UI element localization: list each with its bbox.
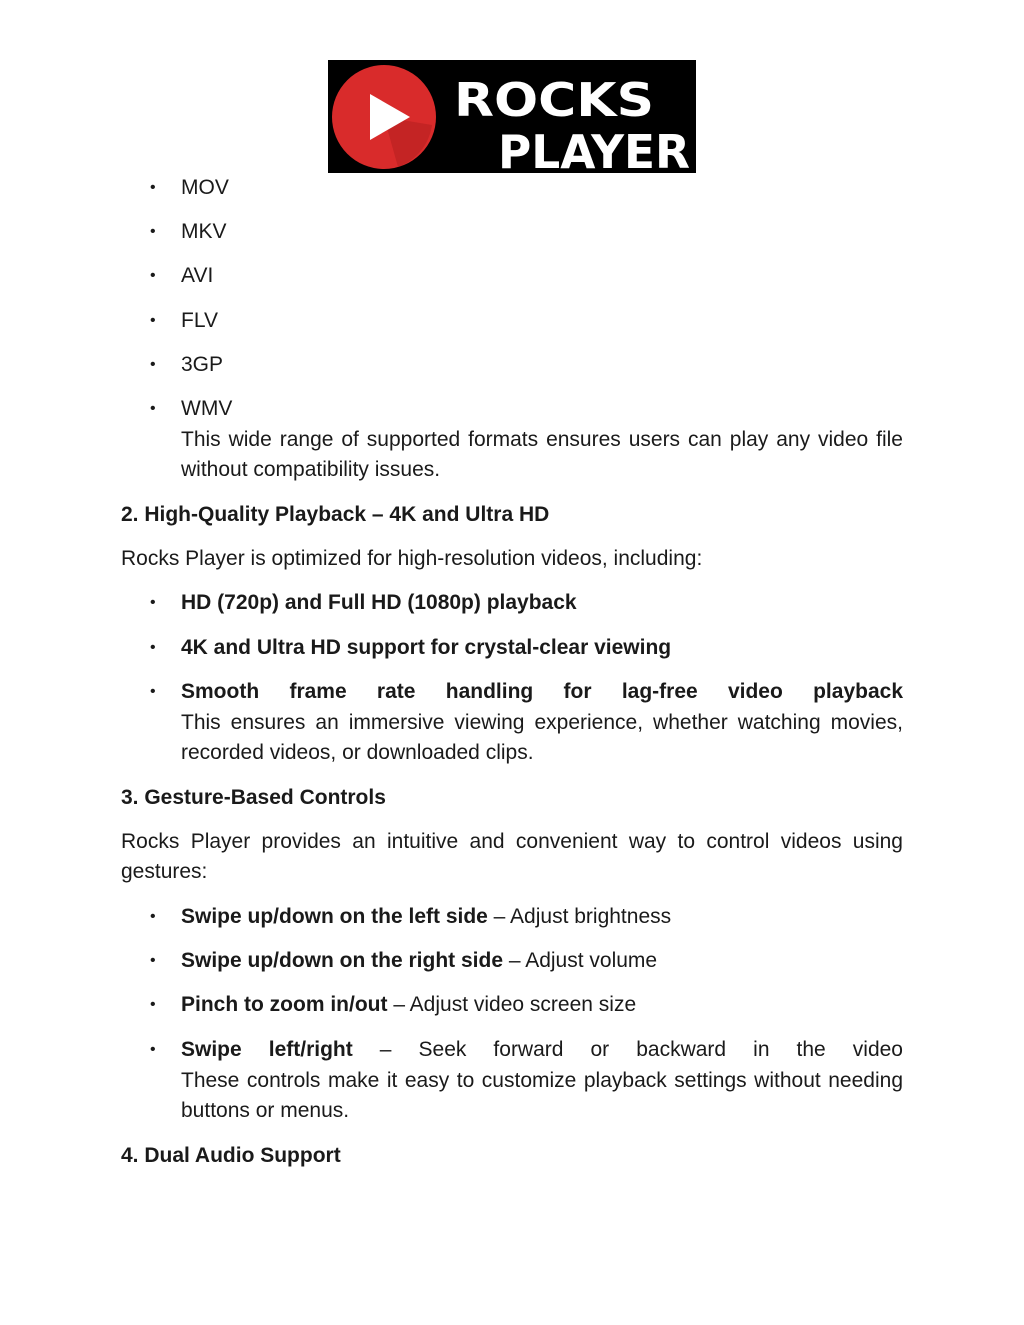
list-bullet: • <box>150 683 156 700</box>
gesture-effect: – Adjust volume <box>503 949 658 972</box>
logo-line1: ROCKS <box>454 73 654 127</box>
list-bullet: • <box>150 594 156 611</box>
gesture-name: Swipe up/down on the left side <box>181 905 488 928</box>
list-bullet: • <box>150 179 156 196</box>
list-item <box>181 1035 903 1065</box>
list-bullet: • <box>150 908 156 925</box>
list-bullet: • <box>150 400 156 417</box>
gesture-effect: – Adjust video screen size <box>387 993 637 1016</box>
list-bullet: • <box>150 356 156 373</box>
list-item <box>181 946 657 976</box>
section-3-intro: Rocks Player provides an intuitive and convenient way to control videos using gestures: <box>121 830 903 883</box>
list-item: MOV <box>181 176 229 199</box>
list-item: MKV <box>181 220 227 243</box>
list-bullet: • <box>150 1041 156 1058</box>
list-item: Smooth frame rate handling for lag-free video playback <box>181 680 903 703</box>
list-bullet: • <box>150 267 156 284</box>
list-item: WMV <box>181 397 233 420</box>
list-item: 4K and Ultra HD support for crystal-clear viewing <box>181 636 672 659</box>
section-2-note: This ensures an immersive viewing experience, whether watching movies, recorded videos, or downloaded clips. <box>181 711 903 764</box>
list-item: 3GP <box>181 353 224 376</box>
list-bullet: • <box>150 223 156 240</box>
list-item <box>181 902 671 932</box>
list-bullet: • <box>150 996 156 1013</box>
section-2-heading: 2. High-Quality Playback – 4K and Ultra HD <box>121 503 550 526</box>
list-item: AVI <box>181 264 214 287</box>
list-item: HD (720p) and Full HD (1080p) playback <box>181 591 577 614</box>
logo-line2: PLAYER <box>498 125 690 173</box>
list-bullet: • <box>150 312 156 329</box>
list-bullet: • <box>150 639 156 656</box>
gesture-name: Swipe left/right <box>181 1038 353 1061</box>
rocks-player-logo <box>328 60 696 173</box>
gesture-name: Pinch to zoom in/out <box>181 993 388 1016</box>
list-item <box>181 990 636 1020</box>
list-item: FLV <box>181 309 218 332</box>
section-3-heading: 3. Gesture-Based Controls <box>121 786 386 809</box>
section-2-intro: Rocks Player is optimized for high-resolution videos, including: <box>121 547 703 570</box>
list-bullet: • <box>150 952 156 969</box>
gesture-name: Swipe up/down on the right side <box>181 949 503 972</box>
gesture-effect: – Adjust brightness <box>487 905 672 928</box>
section-4-heading: 4. Dual Audio Support <box>121 1144 341 1167</box>
gesture-effect: – Seek forward or backward in the video <box>352 1038 903 1061</box>
format-note: This wide range of supported formats ensures users can play any video file without compatibility issues. <box>181 428 903 481</box>
section-3-note: These controls make it easy to customize playback settings without needing buttons or menus. <box>181 1069 903 1122</box>
